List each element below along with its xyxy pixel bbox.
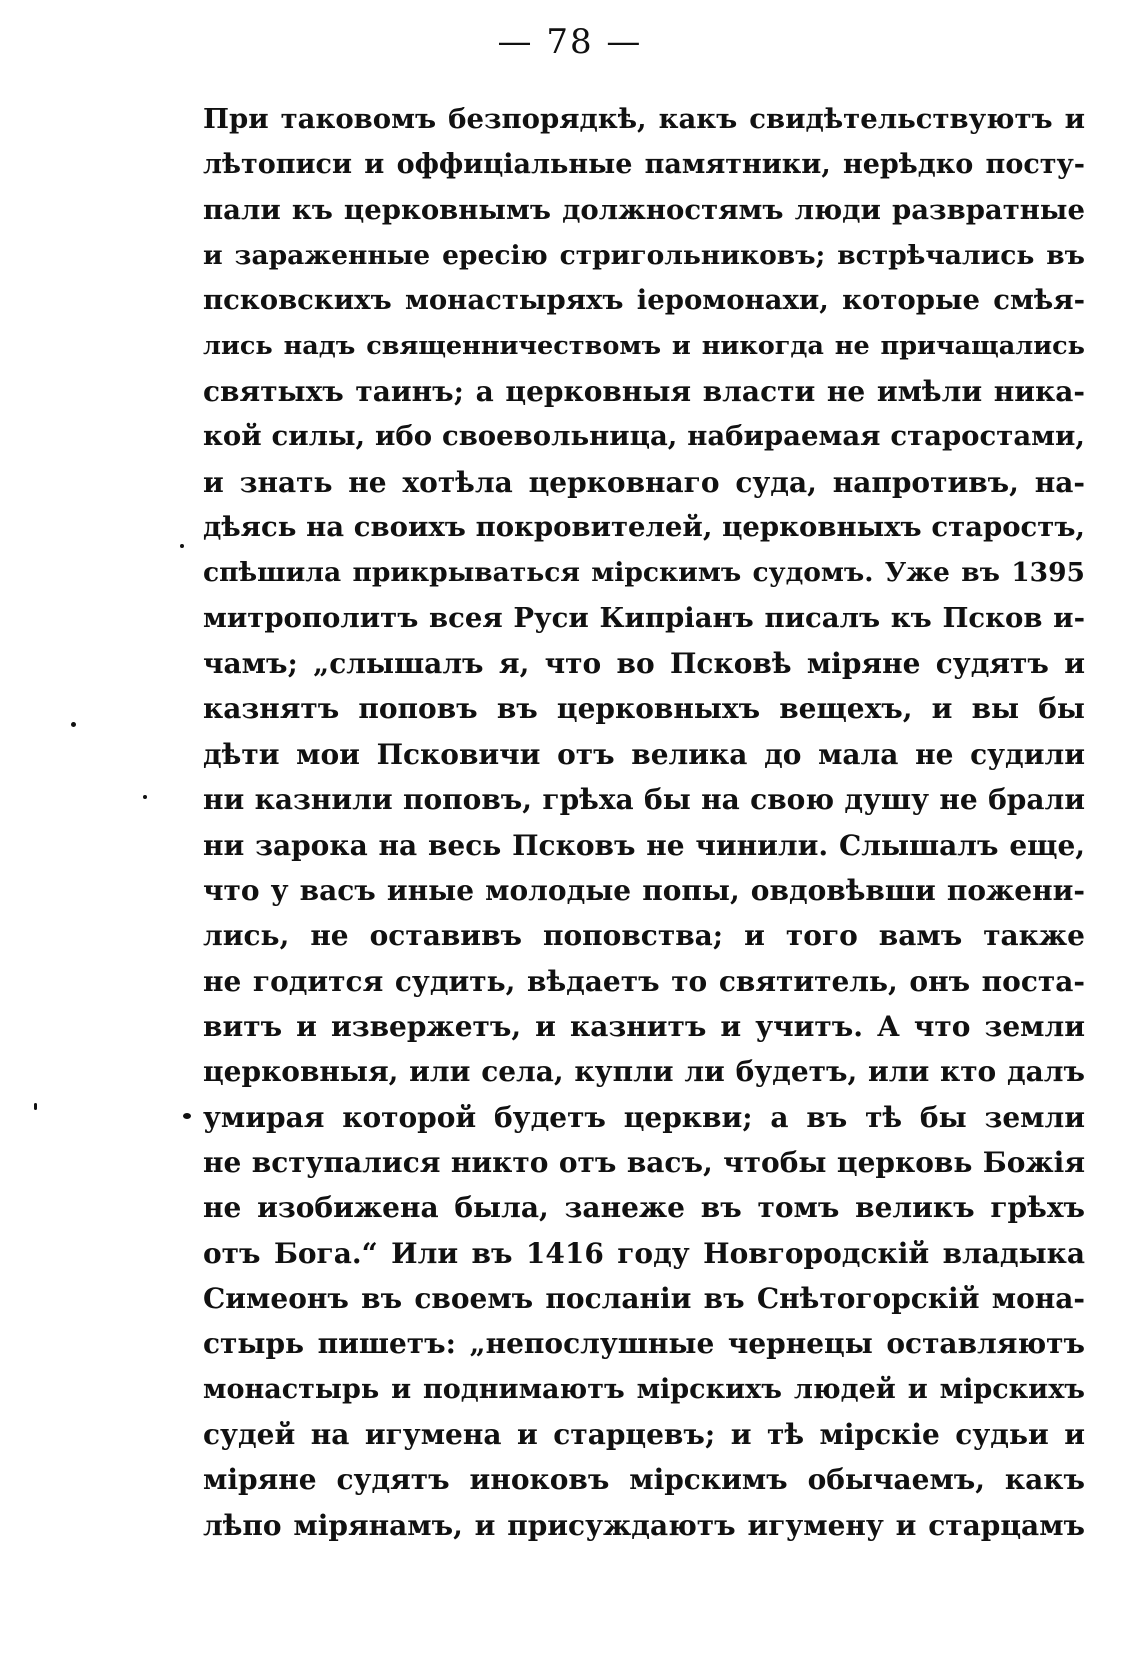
text-line: лись, не оставивъ поповства; и того вамъ также [203, 919, 1085, 953]
text-line: не вступалися никто отъ васъ, чтобы церковь Божія [203, 1145, 1085, 1179]
scan-speck [180, 544, 184, 548]
text-line: не изобижена была, занеже въ томъ великъ грѣхъ [203, 1191, 1085, 1225]
text-line: ни зарока на весь Псковъ не чинили. Слышалъ еще, [203, 828, 1085, 862]
text-line: и зараженные ересію стригольниковъ; встрѣчались въ [203, 240, 1085, 272]
text-line: псковскихъ монастыряхъ іеромонахи, которые смѣя- [203, 284, 1085, 317]
text-line: отъ Бога.“ Или въ 1416 году Новгородскій владыка [203, 1236, 1085, 1270]
text-line: витъ и извержетъ, и казнитъ и учитъ. А что земли [203, 1009, 1085, 1043]
scan-speck [143, 795, 147, 799]
text-line: чамъ; „слышалъ я, что во Псковѣ міряне судятъ и [203, 647, 1085, 681]
page-number: — 78 — [497, 22, 643, 62]
text-line: умирая которой будетъ церкви; а въ тѣ бы земли [203, 1100, 1085, 1134]
scan-speck [34, 1103, 37, 1110]
text-line: лись надъ священничествомъ и никогда не причащались [203, 330, 1085, 361]
text-line: судей на игумена и старцевъ; и тѣ мірскіе судьи и [203, 1417, 1085, 1451]
text-line: не годится судить, вѣдаетъ то святитель, онъ поста- [203, 964, 1085, 998]
text-line: Симеонъ въ своемъ посланіи въ Снѣтогорскій мона- [203, 1281, 1085, 1315]
text-line: святыхъ таинъ; а церковныя власти не имѣли никa- [203, 375, 1085, 409]
text-line: дѣти мои Псковичи отъ велика до мала не судили [203, 737, 1085, 771]
scan-speck [183, 1113, 191, 1119]
text-line: церковныя, или села, купли ли будетъ, или кто далъ [203, 1055, 1085, 1089]
text-line: казнятъ поповъ въ церковныхъ вещехъ, и вы бы [203, 692, 1085, 726]
text-line: митрополитъ всея Руси Кипріанъ писалъ къ Псков и- [203, 601, 1085, 634]
text-line: спѣшила прикрываться мірскимъ судомъ. Уже въ 1395 [203, 557, 1085, 589]
text-line: лѣпо мірянамъ, и присуждаютъ игумену и старцамъ [203, 1508, 1085, 1542]
text-line: ни казнили поповъ, грѣха бы на свою душу не брали [203, 783, 1085, 817]
text-line: кой силы, ибо своевольница, набираемая старостами, [203, 420, 1085, 453]
text-line: монастырь и поднимаютъ мірскихъ людей и мірскихъ [203, 1373, 1085, 1405]
text-line: стырь пишетъ: „непослушные чернецы оставляютъ [203, 1327, 1085, 1361]
text-line: и знать не хотѣла церковнаго суда, напротивъ, на- [203, 465, 1085, 499]
text-line: что у васъ иные молодые попы, овдовѣвши пожени- [203, 873, 1085, 907]
body-text [203, 97, 1085, 1548]
text-line: При таковомъ безпорядкѣ, какъ свидѣтельствуютъ и [203, 103, 1085, 135]
text-line: міряне судятъ иноковъ мірскимъ обычаемъ, какъ [203, 1463, 1085, 1497]
scan-speck [71, 722, 76, 727]
text-line: пали къ церковнымъ должностямъ люди развратные [203, 193, 1085, 226]
text-line: дѣясь на своихъ покровителей, церковныхъ старостъ, [203, 511, 1085, 544]
text-line: лѣтописи и оффиціальные памятники, нерѣдко посту- [203, 149, 1085, 181]
